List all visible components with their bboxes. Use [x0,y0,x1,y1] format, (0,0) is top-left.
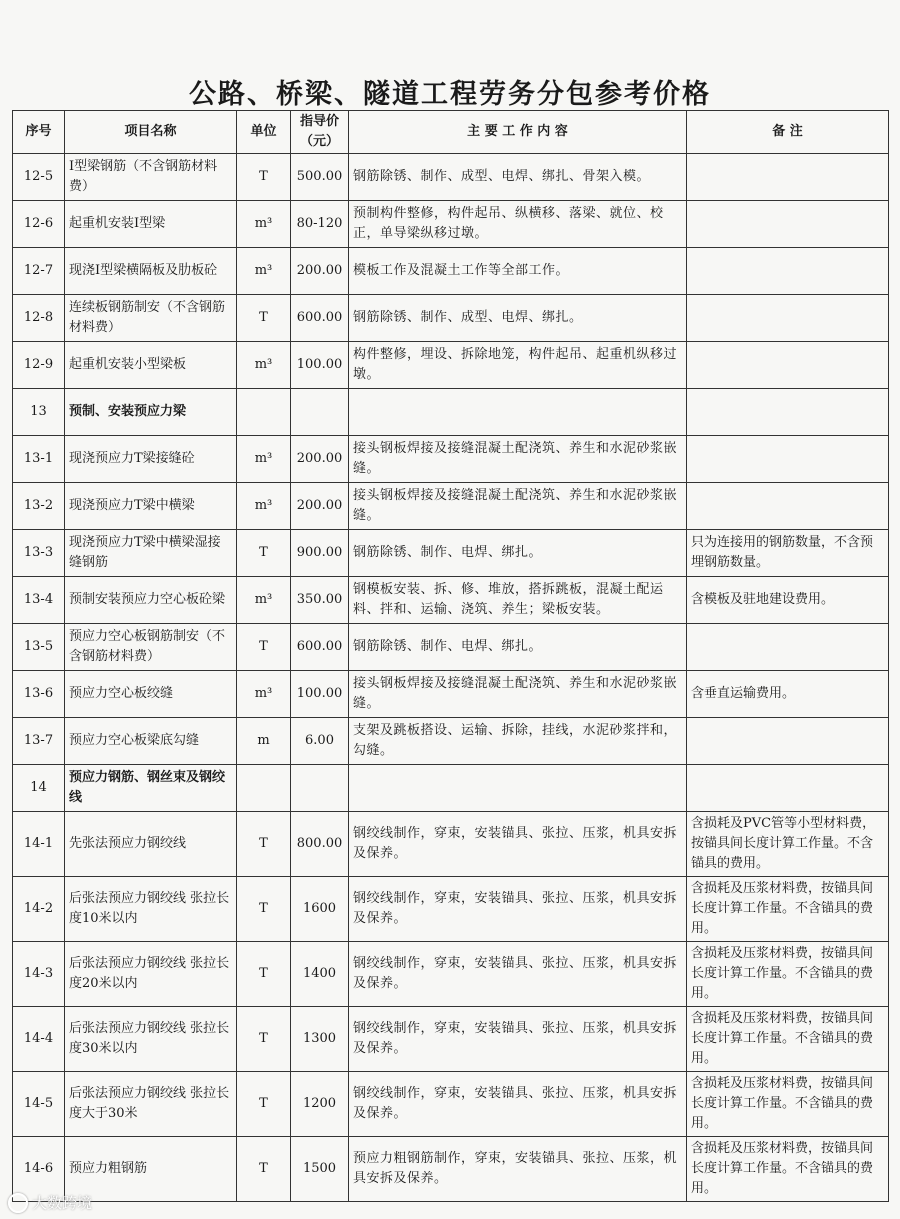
row-note [687,765,889,812]
header-content: 主 要 工 作 内 容 [349,111,687,154]
row-unit [237,389,291,436]
row-price: 1200 [291,1072,349,1137]
row-number: 14-2 [13,877,65,942]
row-note [687,389,889,436]
table-body [13,154,889,1202]
table-row [13,1072,889,1137]
row-work-content: 钢绞线制作，穿束，安装锚具、张拉、压浆，机具安拆及保养。 [349,1007,687,1072]
row-work-content: 支架及跳板搭设、运输、拆除，挂线，水泥砂浆拌和，勾缝。 [349,718,687,765]
row-work-content: 接头钢板焊接及接缝混凝土配浇筑、养生和水泥砂浆嵌缝。 [349,436,687,483]
page-title: 公路、桥梁、隧道工程劳务分包参考价格 [189,79,711,110]
table-row [13,577,889,624]
row-unit: m³ [237,483,291,530]
row-price: 200.00 [291,483,349,530]
row-work-content [349,389,687,436]
row-number: 12-8 [13,295,65,342]
row-note [687,342,889,389]
table-row [13,877,889,942]
row-number: 12-5 [13,154,65,201]
row-note: 含损耗及压浆材料费，按锚具间长度计算工作量。不含锚具的费用。 [687,877,889,942]
row-price: 1400 [291,942,349,1007]
row-item-name: 起重机安装I型梁 [65,201,237,248]
table-row [13,342,889,389]
row-note [687,248,889,295]
row-price: 100.00 [291,342,349,389]
row-work-content: 钢筋除锈、制作、成型、电焊、绑扎。 [349,295,687,342]
row-note: 含损耗及压浆材料费，按锚具间长度计算工作量。不含锚具的费用。 [687,1072,889,1137]
table-row [13,718,889,765]
row-note: 只为连接用的钢筋数量，不含预埋钢筋数量。 [687,530,889,577]
row-unit: m [237,718,291,765]
row-work-content: 钢绞线制作，穿束，安装锚具、张拉、压浆，机具安拆及保养。 [349,942,687,1007]
row-work-content: 钢筋除锈、制作、电焊、绑扎。 [349,624,687,671]
row-number: 14-6 [13,1137,65,1202]
row-item-name: 先张法预应力钢绞线 [65,812,237,877]
table-row [13,201,889,248]
table-row [13,154,889,201]
row-work-content: 钢模板安装、拆、修、堆放，搭拆跳板，混凝土配运料、拌和、运输、浇筑、养生；梁板安装。 [349,577,687,624]
table-row [13,1007,889,1072]
row-work-content: 钢筋除锈、制作、电焊、绑扎。 [349,530,687,577]
row-price: 80-120 [291,201,349,248]
table-row [13,483,889,530]
table-row [13,436,889,483]
row-price: 1300 [291,1007,349,1072]
row-unit: T [237,624,291,671]
row-number: 12-6 [13,201,65,248]
header-price-line1: 指导价 [299,114,339,129]
row-item-name: 现浇预应力T梁中横梁湿接缝钢筋 [65,530,237,577]
row-number: 13-5 [13,624,65,671]
row-item-name: 现浇预应力T梁中横梁 [65,483,237,530]
row-number: 12-7 [13,248,65,295]
row-item-name: 后张法预应力钢绞线 张拉长度20米以内 [65,942,237,1007]
row-price: 1600 [291,877,349,942]
row-number: 14 [13,765,65,812]
row-work-content: 钢绞线制作，穿束，安装锚具、张拉、压浆，机具安拆及保养。 [349,1072,687,1137]
row-item-name: 现浇I型梁横隔板及肋板砼 [65,248,237,295]
row-price: 200.00 [291,436,349,483]
table-row [13,812,889,877]
header-name: 项目名称 [65,111,237,154]
row-item-name: 后张法预应力钢绞线 张拉长度大于30米 [65,1072,237,1137]
header-note: 备 注 [687,111,889,154]
row-number: 12-9 [13,342,65,389]
row-unit: T [237,295,291,342]
row-work-content [349,765,687,812]
row-note: 含损耗及PVC管等小型材料费，按锚具间长度计算工作量。不含锚具的费用。 [687,812,889,877]
section-row [13,389,889,436]
row-number: 14-4 [13,1007,65,1072]
row-unit: m³ [237,248,291,295]
row-number: 13-3 [13,530,65,577]
row-note [687,624,889,671]
row-item-name: 预应力空心板梁底勾缝 [65,718,237,765]
row-price [291,765,349,812]
row-item-name: 预制安装预应力空心板砼梁 [65,577,237,624]
row-price: 100.00 [291,671,349,718]
row-note: 含损耗及压浆材料费，按锚具间长度计算工作量。不含锚具的费用。 [687,942,889,1007]
row-work-content: 构件整修，埋设、拆除地笼，构件起吊、起重机纵移过墩。 [349,342,687,389]
row-number: 14-1 [13,812,65,877]
row-item-name: 预制、安装预应力梁 [65,389,237,436]
row-work-content: 钢绞线制作，穿束，安装锚具、张拉、压浆，机具安拆及保养。 [349,877,687,942]
row-unit: T [237,1137,291,1202]
price-table [12,110,889,1202]
row-unit: m³ [237,671,291,718]
row-work-content: 钢绞线制作，穿束，安装锚具、张拉、压浆，机具安拆及保养。 [349,812,687,877]
watermark [8,1192,92,1214]
row-note: 含损耗及压浆材料费，按锚具间长度计算工作量。不含锚具的费用。 [687,1007,889,1072]
row-work-content: 预应力粗钢筋制作，穿束，安装锚具、张拉、压浆，机具安拆及保养。 [349,1137,687,1202]
row-item-name: 预应力空心板绞缝 [65,671,237,718]
row-number: 13-6 [13,671,65,718]
section-row [13,765,889,812]
row-price: 500.00 [291,154,349,201]
header-price-line2: （元） [299,134,339,149]
table-row [13,295,889,342]
row-note [687,483,889,530]
row-price: 350.00 [291,577,349,624]
row-work-content: 模板工作及混凝土工作等全部工作。 [349,248,687,295]
row-unit [237,765,291,812]
row-item-name: 后张法预应力钢绞线 张拉长度10米以内 [65,877,237,942]
watermark-logo-icon [8,1193,28,1213]
row-unit: m³ [237,201,291,248]
row-price: 600.00 [291,624,349,671]
header-no: 序号 [13,111,65,154]
row-note [687,295,889,342]
table-row [13,624,889,671]
table-row [13,942,889,1007]
row-note [687,154,889,201]
row-number: 13 [13,389,65,436]
row-unit: T [237,1072,291,1137]
row-item-name: 预应力空心板钢筋制安（不含钢筋材料费） [65,624,237,671]
row-work-content: 接头钢板焊接及接缝混凝土配浇筑、养生和水泥砂浆嵌缝。 [349,483,687,530]
row-item-name: 后张法预应力钢绞线 张拉长度30米以内 [65,1007,237,1072]
row-note [687,718,889,765]
row-unit: T [237,1007,291,1072]
row-item-name: 连续板钢筋制安（不含钢筋材料费） [65,295,237,342]
row-unit: T [237,812,291,877]
row-unit: T [237,942,291,1007]
row-price: 800.00 [291,812,349,877]
table-row [13,671,889,718]
row-item-name: 预应力钢筋、钢丝束及钢绞线 [65,765,237,812]
row-unit: T [237,154,291,201]
row-number: 14-3 [13,942,65,1007]
row-note [687,201,889,248]
table-header-row [13,111,889,154]
row-note: 含模板及驻地建设费用。 [687,577,889,624]
row-price [291,389,349,436]
row-work-content: 预制构件整修，构件起吊、纵横移、落梁、就位、校正，单导梁纵移过墩。 [349,201,687,248]
row-work-content: 钢筋除锈、制作、成型、电焊、绑扎、骨架入模。 [349,154,687,201]
header-unit: 单位 [237,111,291,154]
header-price [291,111,349,154]
row-work-content: 接头钢板焊接及接缝混凝土配浇筑、养生和水泥砂浆嵌缝。 [349,671,687,718]
row-item-name: 起重机安装小型梁板 [65,342,237,389]
row-number: 13-7 [13,718,65,765]
row-unit: m³ [237,577,291,624]
row-unit: m³ [237,436,291,483]
row-note: 含损耗及压浆材料费，按锚具间长度计算工作量。不含锚具的费用。 [687,1137,889,1202]
row-item-name: 现浇预应力T梁接缝砼 [65,436,237,483]
row-unit: m³ [237,342,291,389]
row-unit: T [237,877,291,942]
row-number: 13-4 [13,577,65,624]
row-unit: T [237,530,291,577]
row-number: 13-2 [13,483,65,530]
row-item-name: I型梁钢筋（不含钢筋材料费） [65,154,237,201]
table-row [13,1137,889,1202]
row-price: 6.00 [291,718,349,765]
row-note: 含垂直运输费用。 [687,671,889,718]
watermark-text: 大数跨境 [32,1193,93,1212]
row-number: 13-1 [13,436,65,483]
row-number: 14-5 [13,1072,65,1137]
row-price: 900.00 [291,530,349,577]
table-row [13,530,889,577]
table-row [13,248,889,295]
row-price: 200.00 [291,248,349,295]
row-note [687,436,889,483]
row-price: 1500 [291,1137,349,1202]
row-item-name: 预应力粗钢筋 [65,1137,237,1202]
row-price: 600.00 [291,295,349,342]
